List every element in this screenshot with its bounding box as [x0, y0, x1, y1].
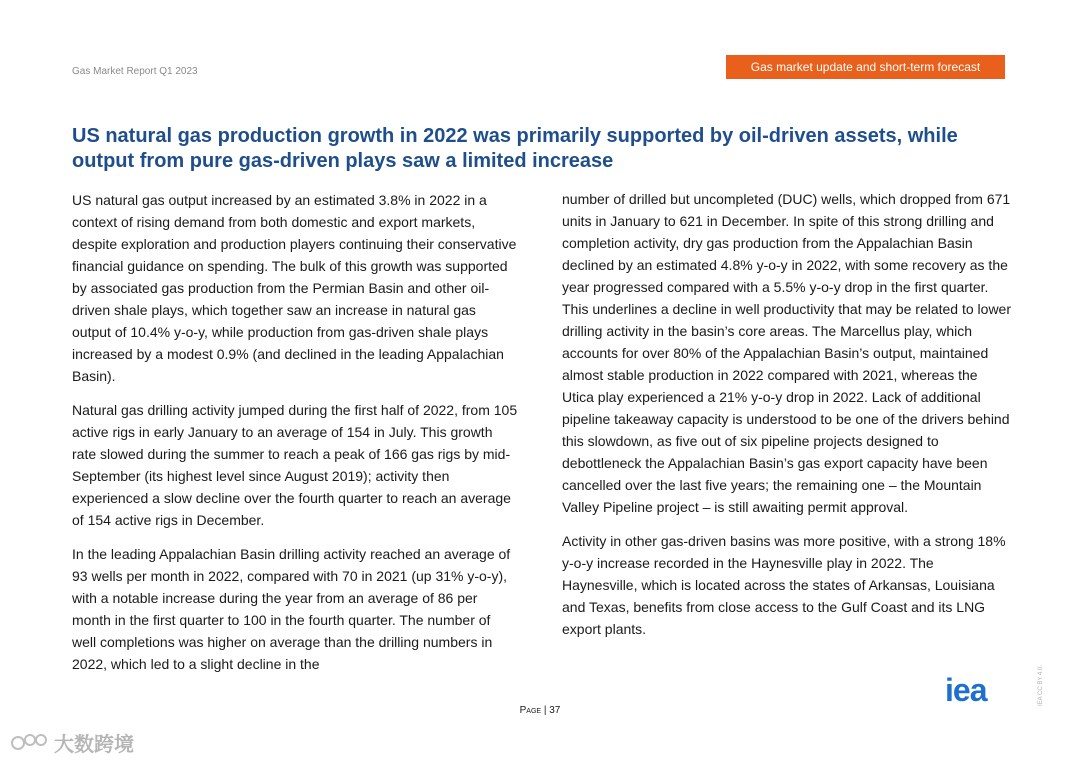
paragraph: Natural gas drilling activity jumped during the first half of 2022, from 105 active rigs in early January to an average of 154 in July. This growth rate slowed during the summer to reach a peak of 166 gas rigs by mid-September (its highest level since August 2019); activity then experienced a slow decline over the fourth quarter to reach an average of 154 active rigs in December. — [72, 402, 518, 528]
iea-logo-icon — [945, 675, 1011, 707]
paragraph: number of drilled but uncompleted (DUC) wells, which dropped from 671 units in January to 621 in December. In spite of this strong drilling and completion activity, dry gas production from the Appalachian Basin declined by an estimated 4.8% y-o-y in 2022, with some recovery as the year progressed compared with a 5.5% y-o-y drop in the first quarter. This underlines a decline in well productivity that may be related to lower drilling activity in the basin’s core areas. The Marcellus play, which accounts for over 80% of the Appalachian Basin’s output, maintained almost stable production in 2022 compared with 2021, whereas the Utica play experienced a 21% y-o-y drop in 2022. Lack of additional pipeline takeaway capacity is understood to be one of the drivers behind this slowdown, as five out of six pipeline projects designed to debottleneck the Appalachian Basin’s gas export capacity have been cancelled over the last five years; the remaining one – the Mountain Valley Pipeline project – is still awaiting permit approval. — [562, 191, 1012, 515]
paragraph: In the leading Appalachian Basin drilling activity reached an average of 93 wells per month in 2022, compared with 70 in 2021 (up 31% y-o-y), with a notable increase during the year from an average of 86 per month in the first quarter to 100 in the fourth quarter. The number of well completions was higher on average than the drilling numbers in 2022, which led to a slight decline in the — [72, 546, 511, 672]
report-name: Gas Market Report Q1 2023 — [72, 66, 198, 77]
page-number-value: | 37 — [543, 705, 561, 716]
page-label: Page — [519, 705, 542, 716]
paragraph: US natural gas output increased by an estimated 3.8% in 2022 in a context of rising demand from both domestic and export markets, despite exploration and production players continuing their conservative financial guidance on spending. The bulk of this growth was supported by associated gas production from the Permian Basin and other oil-driven shale plays, which together saw an increase in natural gas output of 10.4% y-o-y, while production from gas-driven shale plays increased by a modest 0.9% (and declined in the leading Appalachian Basin). — [72, 192, 517, 384]
right-column — [562, 188, 1012, 652]
left-column — [72, 189, 518, 687]
watermark — [10, 728, 134, 757]
watermark-logo-icon — [10, 730, 50, 756]
section-tag: Gas market update and short-term forecast — [726, 55, 1005, 79]
paragraph: Activity in other gas-driven basins was more positive, with a strong 18% y-o-y increase recorded in the Haynesville play in 2022. The Haynesville, which is located across the states of Arkansas, Louisiana and Texas, benefits from close access to the Gulf Coast and its LNG export plants. — [562, 533, 1006, 637]
watermark-text: 大数跨境 — [54, 734, 134, 756]
page-title: US natural gas production growth in 2022 was primarily supported by oil-driven assets, while output from pure gas-driven plays saw a limited increase — [72, 125, 958, 172]
svg-text:iea: iea — [945, 675, 987, 707]
page-number — [0, 705, 1080, 716]
license-text: IEA CC BY 4.0. — [1038, 665, 1044, 706]
